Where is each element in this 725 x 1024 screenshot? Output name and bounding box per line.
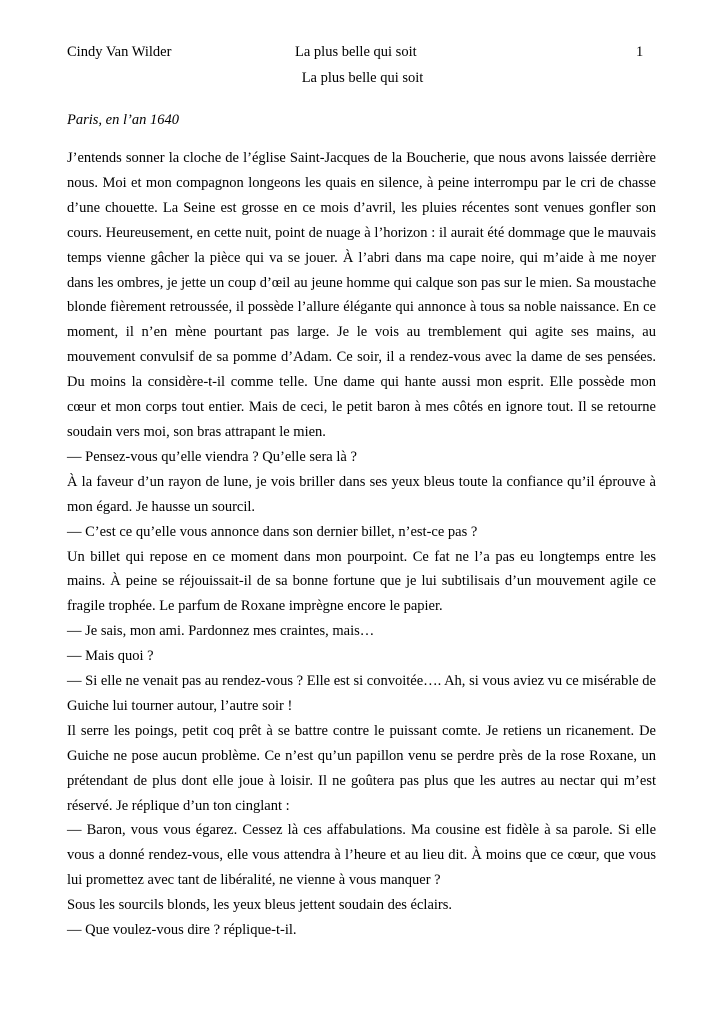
paragraph: Sous les sourcils blonds, les yeux bleus jettent soudain des éclairs. xyxy=(67,897,453,914)
header-title: La plus belle qui soit xyxy=(295,44,417,60)
paragraph: À la faveur d’un rayon de lune, je vois briller dans ses yeux bleus toute la confiance qu’il éprouve à mon égard. Je hausse un sourcil. xyxy=(67,473,656,515)
paragraph: — Que voulez-vous dire ? réplique-t-il. xyxy=(67,922,297,939)
paragraph: — Mais quoi ? xyxy=(67,648,154,665)
paragraph: — Je sais, mon ami. Pardonnez mes craintes, mais… xyxy=(67,623,375,640)
header-author: Cindy Van Wilder xyxy=(67,44,172,60)
paragraph: — Pensez-vous qu’elle viendra ? Qu’elle sera là ? xyxy=(67,448,357,465)
paragraph: Un billet qui repose en ce moment dans mon pourpoint. Ce fat ne l’a pas eu longtemps entre les mains. À peine se réjouissait-il de sa bonne fortune que je lui subtilisais d’un mouvement agile ce fragile trophée. Le parfum de Roxane imprègne encore le papier. xyxy=(67,548,656,615)
paragraph: — C’est ce qu’elle vous annonce dans son dernier billet, n’est-ce pas ? xyxy=(67,523,478,540)
document-title: La plus belle qui soit xyxy=(301,70,424,86)
header-page-number: 1 xyxy=(636,44,644,60)
page-header xyxy=(67,44,725,66)
paragraph: — Baron, vous vous égarez. Cessez là ces affabulations. Ma cousine est fidèle à sa parole. Si elle vous a donné rendez-vous, elle vous attendra à l’heure et au lieu dit. À moins que ce cœur, que vous lui promettez avec tant de libéralité, ne vienne à vous manquer ? xyxy=(67,822,656,889)
paragraph: J’entends sonner la cloche de l’église Saint-Jacques de la Boucherie, que nous avons laissée derrière nous. Moi et mon compagnon longeons les quais en silence, à peine interrompu par le cri de chasse d’une chouette. La Seine est grosse en ce mois d’avril, les pluies récentes sont venues gonfler son cours. Heureusement, en cette nuit, point de nuage à l’horizon : il aurait été dommage que le mauvais temps vienne gâcher la pièce qui va se jouer. À l’abri dans ma cape noire, qui m’aide à me noyer dans les ombres, je jette un coup d’œil au jeune homme qui calque son pas sur le mien. Sa moustache blonde fièrement retroussée, il possède l’allure élégante qui annonce à tous sa noble naissance. En ce moment, il n’en mène pourtant pas large. Je le vois au tremblement qui agite ses mains, au mouvement convulsif de sa pomme d’Adam. Ce soir, il a rendez-vous avec la dame de ses pensées. Du moins la considère-t-il comme telle. Une dame qui hante aussi mon esprit. Elle possède mon cœur et mon corps tout entier. Mais de ceci, le petit baron à mes côtés en ignore tout. Il se retourne soudain vers moi, son bras attrapant le mien. xyxy=(67,150,656,440)
place-date-line: Paris, en l’an 1640 xyxy=(67,112,179,128)
paragraph: — Si elle ne venait pas au rendez-vous ? Elle est si convoitée…. Ah, si vous aviez vu ce misérable de Guiche lui tourner autour, l’autre soir ! xyxy=(67,673,656,714)
paragraph: Il serre les poings, petit coq prêt à se battre contre le puissant comte. Je retiens un ricanement. De Guiche ne pose aucun problème. Ce n’est qu’un papillon venu se perdre près de la rose Roxane, un prétendant de plus dont elle joue à loisir. Il ne goûtera pas plus que les autres au nectar qui m’est réservé. Je réplique d’un ton cinglant : xyxy=(67,722,656,814)
body-text xyxy=(67,146,656,943)
